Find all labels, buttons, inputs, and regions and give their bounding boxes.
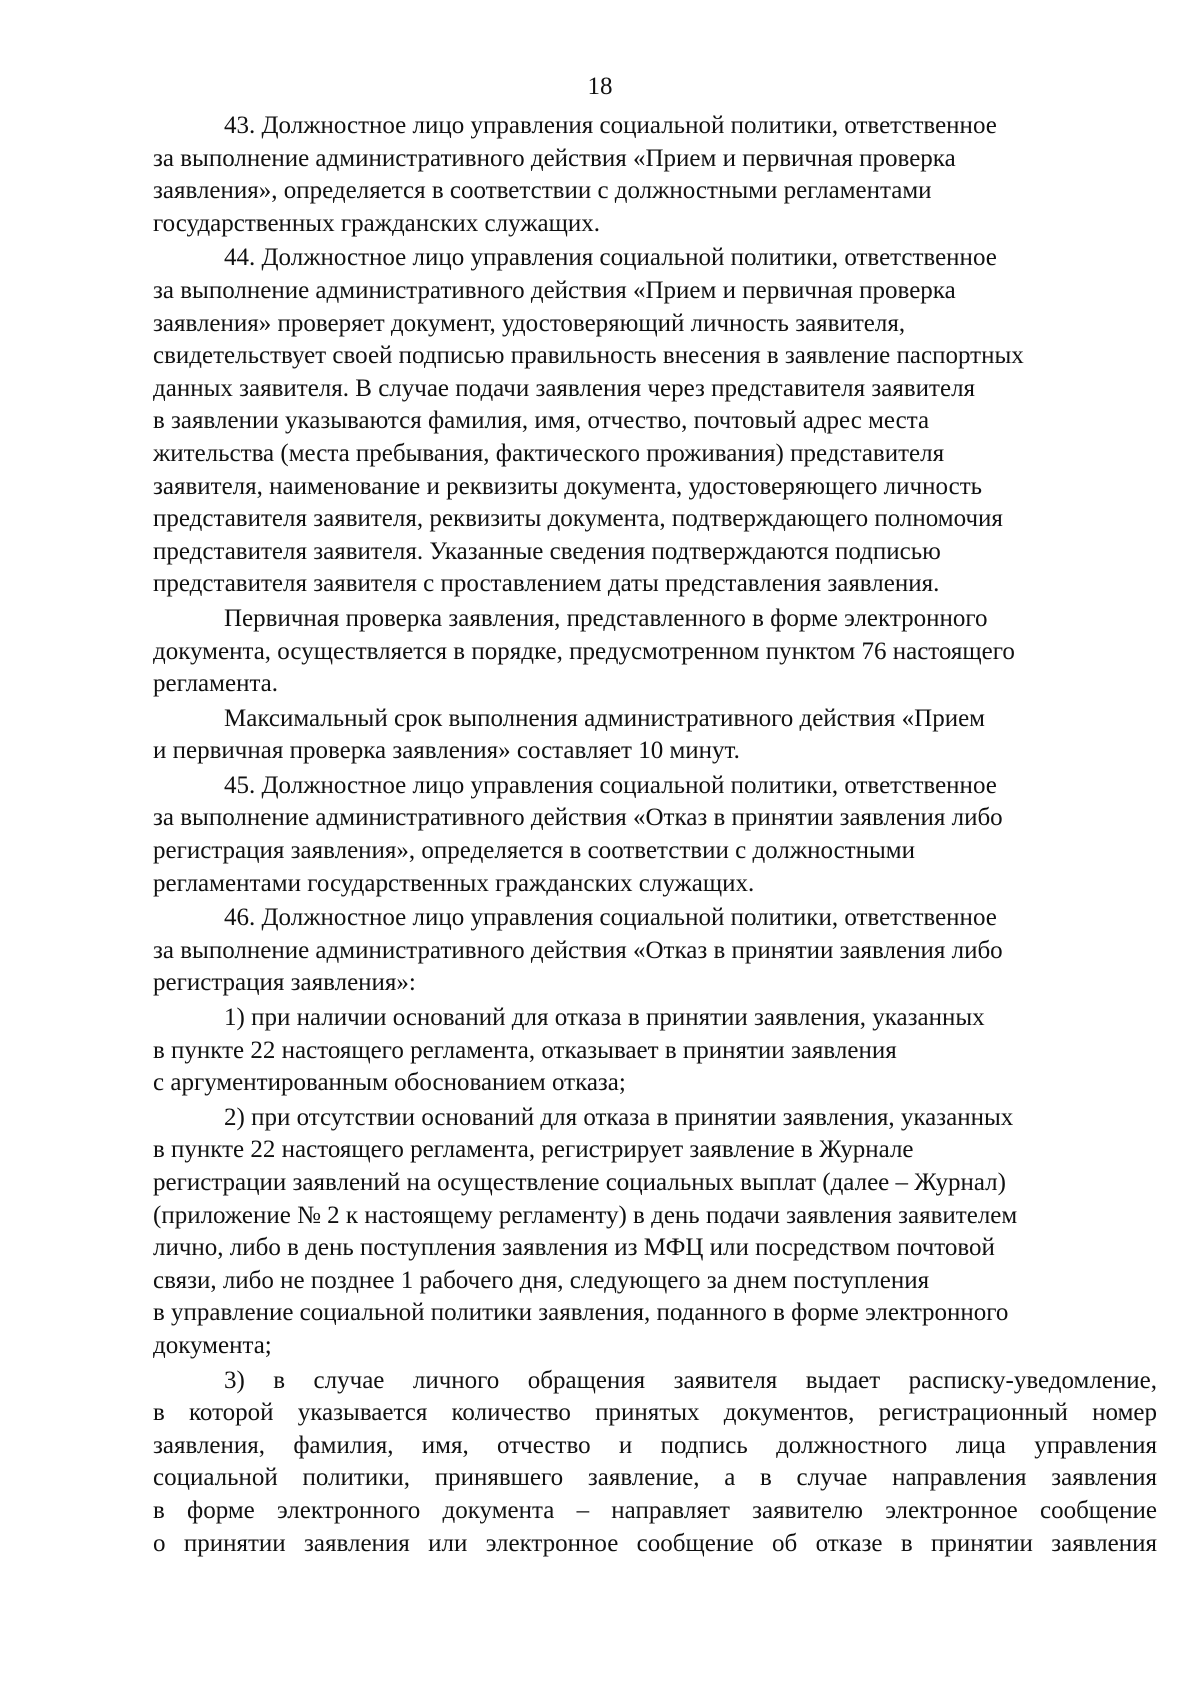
paragraph-43: 43. Должностное лицо управления социальной политики, ответственное за выполнение административного действия «Прием и первичная проверка заявления», определяется в соответствии с должностными регламентами государственных гражданских служащих. — [153, 112, 997, 237]
list-item-2: 2) при отсутствии оснований для отказа в принятии заявления, указанных в пункте 22 настоящего регламента, регистрирует заявление в Журнале регистрации заявлений на осуществление социальных выплат (далее – Журнал) (приложение № 2 к настоящему регламенту) в день подачи заявления заявителем лично, либо в день поступления заявления из МФЦ или посредством почтовой связи, либо не позднее 1 рабочего дня, следующего за днем поступления в управление социальной политики заявления, поданного в форме электронного документа; — [153, 1103, 1018, 1359]
list-item-1: 1) при наличии оснований для отказа в принятии заявления, указанных в пункте 22 настоящего регламента, отказывает в принятии заявления с аргументированным обоснованием отказа; — [153, 1004, 985, 1097]
paragraph-primary-check: Первичная проверка заявления, представленного в форме электронного документа, осуществляется в порядке, предусмотренном пунктом 76 настоящего регламента. — [153, 604, 1015, 698]
paragraph-44: 44. Должностное лицо управления социальной политики, ответственное за выполнение административного действия «Прием и первичная проверка заявления» проверяет документ, удостоверяющий личность заявителя, свидетельствует своей подписью правильность внесения в заявление паспортных данных заявителя. В случае подачи заявления через представителя заявителя в заявлении указываются фамилия, имя, отчество, почтовый адрес места жительства (места пребывания, фактического проживания) представителя заявителя, наименование и реквизиты документа, удостоверяющего личность представителя заявителя, реквизиты документа, подтверждающего полномочия представителя заявителя. Указанные сведения подтверждаются подписью представителя заявителя с проставлением даты представления заявления. — [153, 244, 1024, 598]
paragraph-45: 45. Должностное лицо управления социальной политики, ответственное за выполнение административного действия «Отказ в принятии заявления либо регистрация заявления», определяется в соответствии с должностными регламентами государственных гражданских служащих. — [153, 771, 1003, 897]
list-item-3: 3) в случае личного обращения заявителя выдает расписку-уведомление, в которой указывается количество принятых документов, регистрационный номер заявления, фамилия, имя, отчество и подпись должностного лица управления социальной политики, принявшего заявление, а в случае направления заявления в форме электронного документа – направляет заявителю электронное сообщение о принятии заявления или электронное сообщение об отказе в принятии заявления — [153, 1366, 1157, 1557]
page-number: 18 — [587, 73, 613, 100]
paragraph-46: 46. Должностное лицо управления социальной политики, ответственное за выполнение административного действия «Отказ в принятии заявления либо регистрация заявления»: — [153, 904, 1003, 997]
paragraph-max-time: Максимальный срок выполнения административного действия «Прием и первичная проверка заявления» составляет 10 минут. — [153, 704, 985, 765]
document-body — [153, 110, 1157, 1562]
